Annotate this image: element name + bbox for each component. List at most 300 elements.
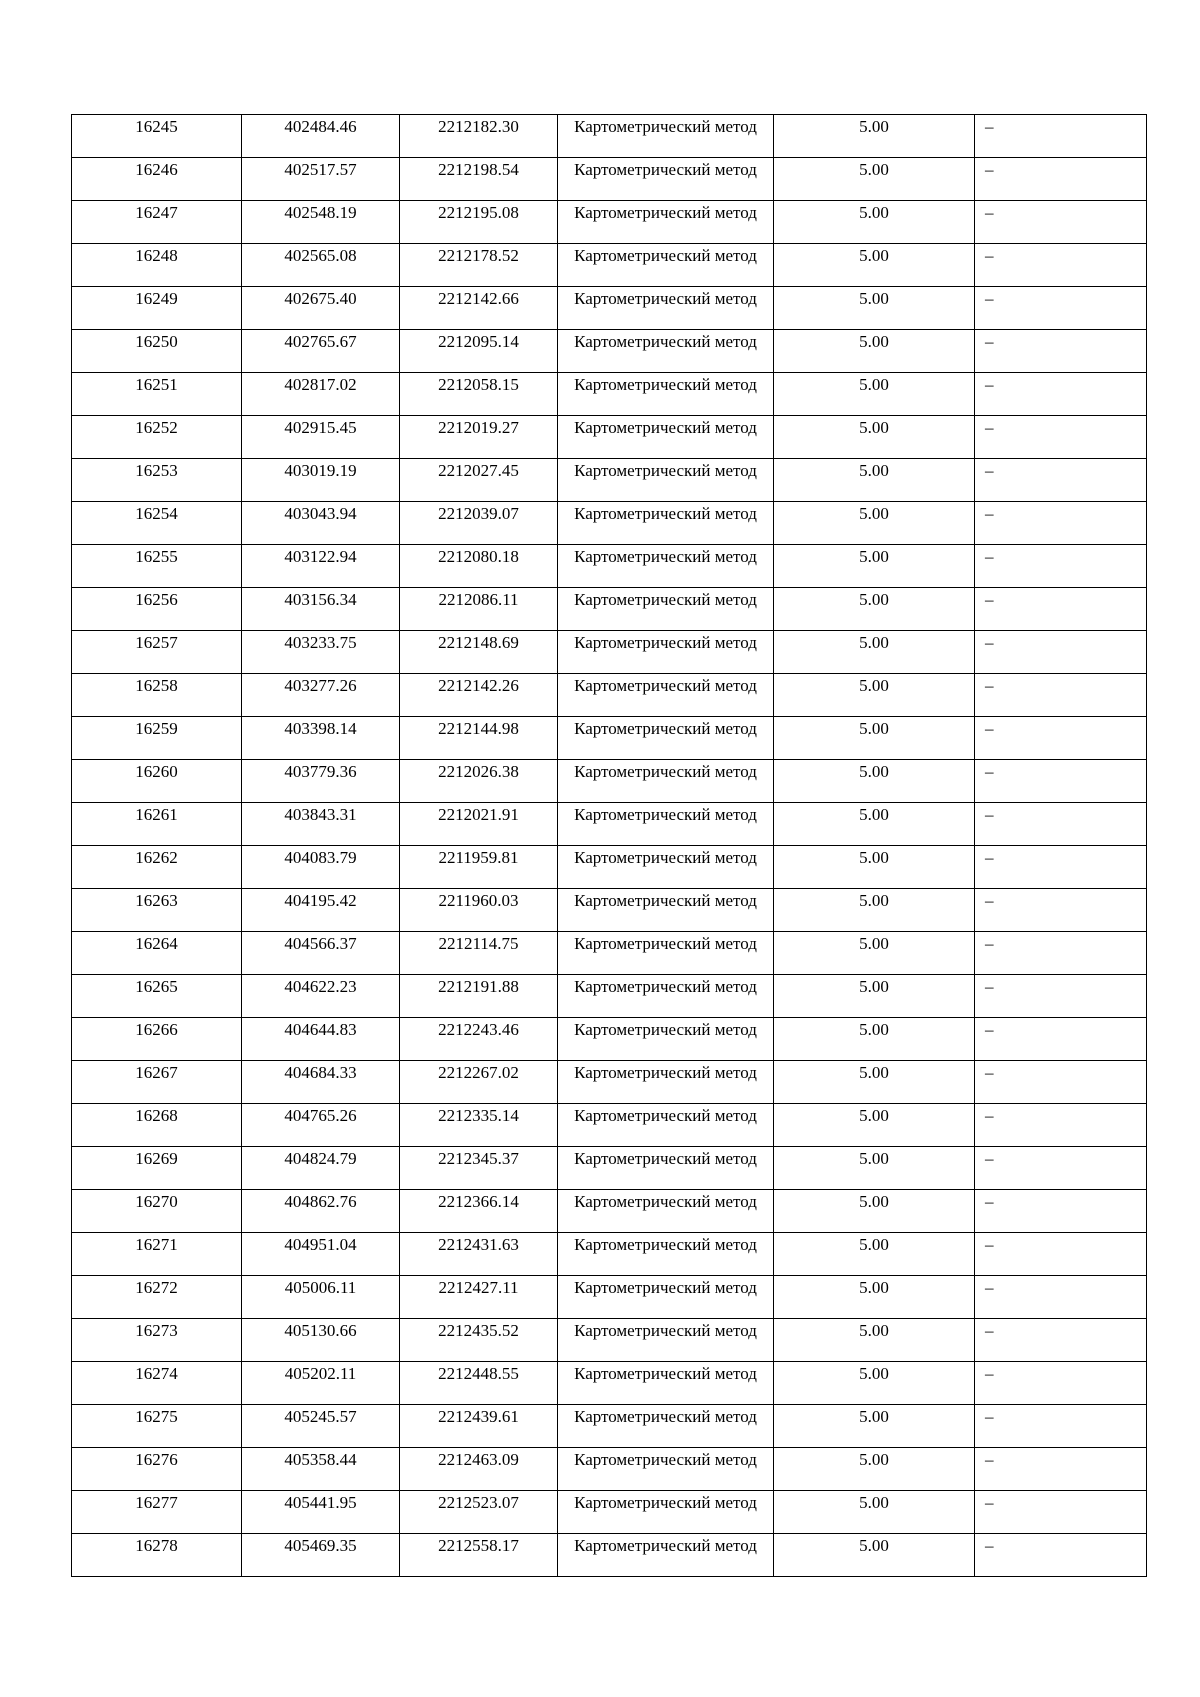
point-number-cell [72, 1405, 242, 1448]
y-coordinate-cell [400, 1190, 558, 1233]
table-row [72, 631, 1147, 674]
cell-text: – [985, 1278, 994, 1297]
cell-text: 5.00 [859, 375, 889, 394]
cell-text: 16264 [135, 934, 178, 953]
method-cell [558, 1018, 774, 1061]
description-cell [975, 674, 1147, 717]
x-coordinate-cell [242, 158, 400, 201]
cell-text: 5.00 [859, 117, 889, 136]
method-cell [558, 1448, 774, 1491]
cell-text: 2212345.37 [438, 1149, 519, 1168]
x-coordinate-cell [242, 201, 400, 244]
cell-text: 404951.04 [284, 1235, 357, 1254]
cell-text: 5.00 [859, 418, 889, 437]
cell-text: 402675.40 [284, 289, 357, 308]
accuracy-cell [774, 1018, 975, 1061]
table-row [72, 1233, 1147, 1276]
cell-text: 404644.83 [284, 1020, 357, 1039]
description-cell [975, 1319, 1147, 1362]
cell-text: Картометрический метод [574, 246, 757, 265]
cell-text: Картометрический метод [574, 848, 757, 867]
cell-text: – [985, 117, 994, 136]
y-coordinate-cell [400, 373, 558, 416]
cell-text: 5.00 [859, 1278, 889, 1297]
cell-text: Картометрический метод [574, 1493, 757, 1512]
point-number-cell [72, 631, 242, 674]
method-cell [558, 201, 774, 244]
table-row [72, 975, 1147, 1018]
cell-text: 16266 [135, 1020, 178, 1039]
cell-text: 5.00 [859, 461, 889, 480]
cell-text: 405441.95 [284, 1493, 357, 1512]
cell-text: 5.00 [859, 848, 889, 867]
y-coordinate-cell [400, 717, 558, 760]
cell-text: 2212026.38 [438, 762, 519, 781]
cell-text: – [985, 1063, 994, 1082]
method-cell [558, 1104, 774, 1147]
x-coordinate-cell [242, 1491, 400, 1534]
point-number-cell [72, 674, 242, 717]
cell-text: 5.00 [859, 504, 889, 523]
table-row [72, 459, 1147, 502]
cell-text: 5.00 [859, 160, 889, 179]
table-row [72, 244, 1147, 287]
cell-text: 2212182.30 [438, 117, 519, 136]
accuracy-cell [774, 1448, 975, 1491]
y-coordinate-cell [400, 631, 558, 674]
cell-text: – [985, 719, 994, 738]
x-coordinate-cell [242, 1190, 400, 1233]
table-row [72, 1319, 1147, 1362]
table-row [72, 373, 1147, 416]
cell-text: 2212114.75 [438, 934, 519, 953]
x-coordinate-cell [242, 1061, 400, 1104]
y-coordinate-cell [400, 1319, 558, 1362]
cell-text: Картометрический метод [574, 117, 757, 136]
cell-text: 5.00 [859, 1450, 889, 1469]
cell-text: 405469.35 [284, 1536, 357, 1555]
cell-text: 2212448.55 [438, 1364, 519, 1383]
cell-text: – [985, 1407, 994, 1426]
method-cell [558, 588, 774, 631]
y-coordinate-cell [400, 1534, 558, 1577]
method-cell [558, 674, 774, 717]
description-cell [975, 717, 1147, 760]
cell-text: 2212463.09 [438, 1450, 519, 1469]
accuracy-cell [774, 416, 975, 459]
x-coordinate-cell [242, 1147, 400, 1190]
cell-text: Картометрический метод [574, 805, 757, 824]
y-coordinate-cell [400, 502, 558, 545]
cell-text: 2212019.27 [438, 418, 519, 437]
table-row [72, 1061, 1147, 1104]
cell-text: Картометрический метод [574, 934, 757, 953]
x-coordinate-cell [242, 846, 400, 889]
method-cell [558, 932, 774, 975]
cell-text: 405006.11 [284, 1278, 357, 1297]
point-number-cell [72, 1018, 242, 1061]
cell-text: 5.00 [859, 676, 889, 695]
method-cell [558, 545, 774, 588]
y-coordinate-cell [400, 1233, 558, 1276]
y-coordinate-cell [400, 545, 558, 588]
cell-text: 2212148.69 [438, 633, 519, 652]
description-cell [975, 1190, 1147, 1233]
y-coordinate-cell [400, 1448, 558, 1491]
table-row [72, 674, 1147, 717]
point-number-cell [72, 502, 242, 545]
cell-text: 404765.26 [284, 1106, 357, 1125]
cell-text: 16270 [135, 1192, 178, 1211]
cell-text: 402817.02 [284, 375, 357, 394]
description-cell [975, 1534, 1147, 1577]
table-row [72, 1362, 1147, 1405]
description-cell [975, 1061, 1147, 1104]
accuracy-cell [774, 1362, 975, 1405]
y-coordinate-cell [400, 1491, 558, 1534]
table-row [72, 1190, 1147, 1233]
cell-text: 2211959.81 [438, 848, 519, 867]
table-row [72, 1104, 1147, 1147]
cell-text: 16271 [135, 1235, 178, 1254]
cell-text: 16252 [135, 418, 178, 437]
x-coordinate-cell [242, 1018, 400, 1061]
cell-text: 2212366.14 [438, 1192, 519, 1211]
description-cell [975, 459, 1147, 502]
accuracy-cell [774, 244, 975, 287]
cell-text: 5.00 [859, 633, 889, 652]
description-cell [975, 244, 1147, 287]
cell-text: 16250 [135, 332, 178, 351]
point-number-cell [72, 1448, 242, 1491]
cell-text: Картометрический метод [574, 1407, 757, 1426]
cell-text: Картометрический метод [574, 1192, 757, 1211]
cell-text: 405358.44 [284, 1450, 357, 1469]
point-number-cell [72, 244, 242, 287]
description-cell [975, 803, 1147, 846]
cell-text: 16260 [135, 762, 178, 781]
table-row [72, 115, 1147, 158]
description-cell [975, 588, 1147, 631]
y-coordinate-cell [400, 1147, 558, 1190]
cell-text: 16267 [135, 1063, 178, 1082]
cell-text: 2212021.91 [438, 805, 519, 824]
y-coordinate-cell [400, 1276, 558, 1319]
y-coordinate-cell [400, 760, 558, 803]
cell-text: – [985, 289, 994, 308]
cell-text: Картометрический метод [574, 1235, 757, 1254]
cell-text: 16276 [135, 1450, 178, 1469]
cell-text: 404083.79 [284, 848, 357, 867]
point-number-cell [72, 373, 242, 416]
table-row [72, 803, 1147, 846]
accuracy-cell [774, 1104, 975, 1147]
point-number-cell [72, 1233, 242, 1276]
x-coordinate-cell [242, 1534, 400, 1577]
cell-text: – [985, 203, 994, 222]
cell-text: 402517.57 [284, 160, 357, 179]
cell-text: Картометрический метод [574, 676, 757, 695]
cell-text: 5.00 [859, 1063, 889, 1082]
cell-text: – [985, 1020, 994, 1039]
cell-text: 403233.75 [284, 633, 357, 652]
point-number-cell [72, 1276, 242, 1319]
cell-text: 403019.19 [284, 461, 357, 480]
table-row [72, 889, 1147, 932]
point-number-cell [72, 1061, 242, 1104]
cell-text: – [985, 1149, 994, 1168]
y-coordinate-cell [400, 1405, 558, 1448]
point-number-cell [72, 889, 242, 932]
method-cell [558, 1319, 774, 1362]
y-coordinate-cell [400, 416, 558, 459]
table-row [72, 1276, 1147, 1319]
accuracy-cell [774, 1534, 975, 1577]
cell-text: 5.00 [859, 332, 889, 351]
cell-text: 403843.31 [284, 805, 357, 824]
cell-text: 404566.37 [284, 934, 357, 953]
cell-text: 2212191.88 [438, 977, 519, 996]
cell-text: 403122.94 [284, 547, 357, 566]
description-cell [975, 115, 1147, 158]
cell-text: 404824.79 [284, 1149, 357, 1168]
cell-text: Картометрический метод [574, 418, 757, 437]
cell-text: Картометрический метод [574, 547, 757, 566]
y-coordinate-cell [400, 1061, 558, 1104]
cell-text: 16263 [135, 891, 178, 910]
cell-text: 403156.34 [284, 590, 357, 609]
x-coordinate-cell [242, 803, 400, 846]
cell-text: – [985, 246, 994, 265]
method-cell [558, 244, 774, 287]
description-cell [975, 1362, 1147, 1405]
cell-text: 2212027.45 [438, 461, 519, 480]
cell-text: – [985, 461, 994, 480]
description-cell [975, 932, 1147, 975]
cell-text: 2212086.11 [438, 590, 519, 609]
table-row [72, 416, 1147, 459]
cell-text: 402565.08 [284, 246, 357, 265]
cell-text: – [985, 891, 994, 910]
cell-text: 2212195.08 [438, 203, 519, 222]
method-cell [558, 1190, 774, 1233]
cell-text: 5.00 [859, 1493, 889, 1512]
description-cell [975, 1018, 1147, 1061]
x-coordinate-cell [242, 1362, 400, 1405]
cell-text: – [985, 977, 994, 996]
cell-text: – [985, 1321, 994, 1340]
cell-text: 405130.66 [284, 1321, 357, 1340]
accuracy-cell [774, 115, 975, 158]
cell-text: Картометрический метод [574, 1106, 757, 1125]
point-number-cell [72, 1319, 242, 1362]
accuracy-cell [774, 846, 975, 889]
table-row [72, 932, 1147, 975]
cell-text: 16268 [135, 1106, 178, 1125]
x-coordinate-cell [242, 1233, 400, 1276]
point-number-cell [72, 803, 242, 846]
accuracy-cell [774, 1405, 975, 1448]
cell-text: Картометрический метод [574, 203, 757, 222]
cell-text: 403043.94 [284, 504, 357, 523]
description-cell [975, 545, 1147, 588]
table-row [72, 1018, 1147, 1061]
description-cell [975, 373, 1147, 416]
description-cell [975, 158, 1147, 201]
cell-text: 16245 [135, 117, 178, 136]
cell-text: 403277.26 [284, 676, 357, 695]
table-row [72, 1405, 1147, 1448]
cell-text: Картометрический метод [574, 461, 757, 480]
accuracy-cell [774, 889, 975, 932]
cell-text: – [985, 633, 994, 652]
description-cell [975, 1233, 1147, 1276]
point-number-cell [72, 1534, 242, 1577]
cell-text: 405245.57 [284, 1407, 357, 1426]
cell-text: 5.00 [859, 719, 889, 738]
accuracy-cell [774, 1233, 975, 1276]
method-cell [558, 416, 774, 459]
cell-text: – [985, 1493, 994, 1512]
table-row [72, 545, 1147, 588]
cell-text: 404862.76 [284, 1192, 357, 1211]
description-cell [975, 1405, 1147, 1448]
accuracy-cell [774, 932, 975, 975]
description-cell [975, 975, 1147, 1018]
cell-text: – [985, 1450, 994, 1469]
cell-text: Картометрический метод [574, 762, 757, 781]
table-row [72, 201, 1147, 244]
cell-text: 16261 [135, 805, 178, 824]
cell-text: 5.00 [859, 1536, 889, 1555]
point-number-cell [72, 330, 242, 373]
cell-text: 16255 [135, 547, 178, 566]
cell-text: 5.00 [859, 289, 889, 308]
description-cell [975, 502, 1147, 545]
cell-text: – [985, 332, 994, 351]
x-coordinate-cell [242, 932, 400, 975]
accuracy-cell [774, 1491, 975, 1534]
cell-text: 402548.19 [284, 203, 357, 222]
accuracy-cell [774, 588, 975, 631]
y-coordinate-cell [400, 115, 558, 158]
cell-text: Картометрический метод [574, 590, 757, 609]
cell-text: – [985, 504, 994, 523]
point-number-cell [72, 1491, 242, 1534]
accuracy-cell [774, 330, 975, 373]
description-cell [975, 889, 1147, 932]
accuracy-cell [774, 760, 975, 803]
accuracy-cell [774, 1276, 975, 1319]
y-coordinate-cell [400, 1362, 558, 1405]
method-cell [558, 1491, 774, 1534]
accuracy-cell [774, 803, 975, 846]
y-coordinate-cell [400, 459, 558, 502]
x-coordinate-cell [242, 244, 400, 287]
cell-text: Картометрический метод [574, 1063, 757, 1082]
cell-text: 16247 [135, 203, 178, 222]
point-number-cell [72, 1104, 242, 1147]
cell-text: – [985, 934, 994, 953]
accuracy-cell [774, 1061, 975, 1104]
cell-text: 16256 [135, 590, 178, 609]
description-cell [975, 201, 1147, 244]
accuracy-cell [774, 287, 975, 330]
cell-text: 16277 [135, 1493, 178, 1512]
cell-text: 16257 [135, 633, 178, 652]
x-coordinate-cell [242, 115, 400, 158]
method-cell [558, 1276, 774, 1319]
cell-text: Картометрический метод [574, 1450, 757, 1469]
method-cell [558, 717, 774, 760]
y-coordinate-cell [400, 846, 558, 889]
cell-text: 5.00 [859, 547, 889, 566]
method-cell [558, 1233, 774, 1276]
x-coordinate-cell [242, 373, 400, 416]
cell-text: 5.00 [859, 590, 889, 609]
description-cell [975, 1448, 1147, 1491]
point-number-cell [72, 588, 242, 631]
cell-text: 16278 [135, 1536, 178, 1555]
cell-text: – [985, 848, 994, 867]
point-number-cell [72, 1362, 242, 1405]
cell-text: Картометрический метод [574, 977, 757, 996]
cell-text: Картометрический метод [574, 332, 757, 351]
method-cell [558, 846, 774, 889]
coordinates-table-body [72, 115, 1147, 1577]
y-coordinate-cell [400, 330, 558, 373]
x-coordinate-cell [242, 1319, 400, 1362]
x-coordinate-cell [242, 1104, 400, 1147]
cell-text: 16251 [135, 375, 178, 394]
point-number-cell [72, 115, 242, 158]
x-coordinate-cell [242, 588, 400, 631]
accuracy-cell [774, 975, 975, 1018]
cell-text: Картометрический метод [574, 1020, 757, 1039]
description-cell [975, 846, 1147, 889]
cell-text: – [985, 1192, 994, 1211]
accuracy-cell [774, 1319, 975, 1362]
description-cell [975, 1491, 1147, 1534]
cell-text: Картометрический метод [574, 289, 757, 308]
cell-text: 2212095.14 [438, 332, 519, 351]
accuracy-cell [774, 545, 975, 588]
cell-text: 16248 [135, 246, 178, 265]
cell-text: 403398.14 [284, 719, 357, 738]
x-coordinate-cell [242, 975, 400, 1018]
accuracy-cell [774, 373, 975, 416]
method-cell [558, 158, 774, 201]
cell-text: 5.00 [859, 762, 889, 781]
method-cell [558, 1147, 774, 1190]
cell-text: 402765.67 [284, 332, 357, 351]
cell-text: Картометрический метод [574, 1278, 757, 1297]
y-coordinate-cell [400, 287, 558, 330]
cell-text: – [985, 1364, 994, 1383]
cell-text: 16246 [135, 160, 178, 179]
cell-text: – [985, 590, 994, 609]
point-number-cell [72, 287, 242, 330]
cell-text: 16258 [135, 676, 178, 695]
accuracy-cell [774, 717, 975, 760]
cell-text: 16259 [135, 719, 178, 738]
table-row [72, 1491, 1147, 1534]
cell-text: 2212558.17 [438, 1536, 519, 1555]
cell-text: 402915.45 [284, 418, 357, 437]
table-row [72, 846, 1147, 889]
cell-text: 5.00 [859, 891, 889, 910]
cell-text: 2212243.46 [438, 1020, 519, 1039]
